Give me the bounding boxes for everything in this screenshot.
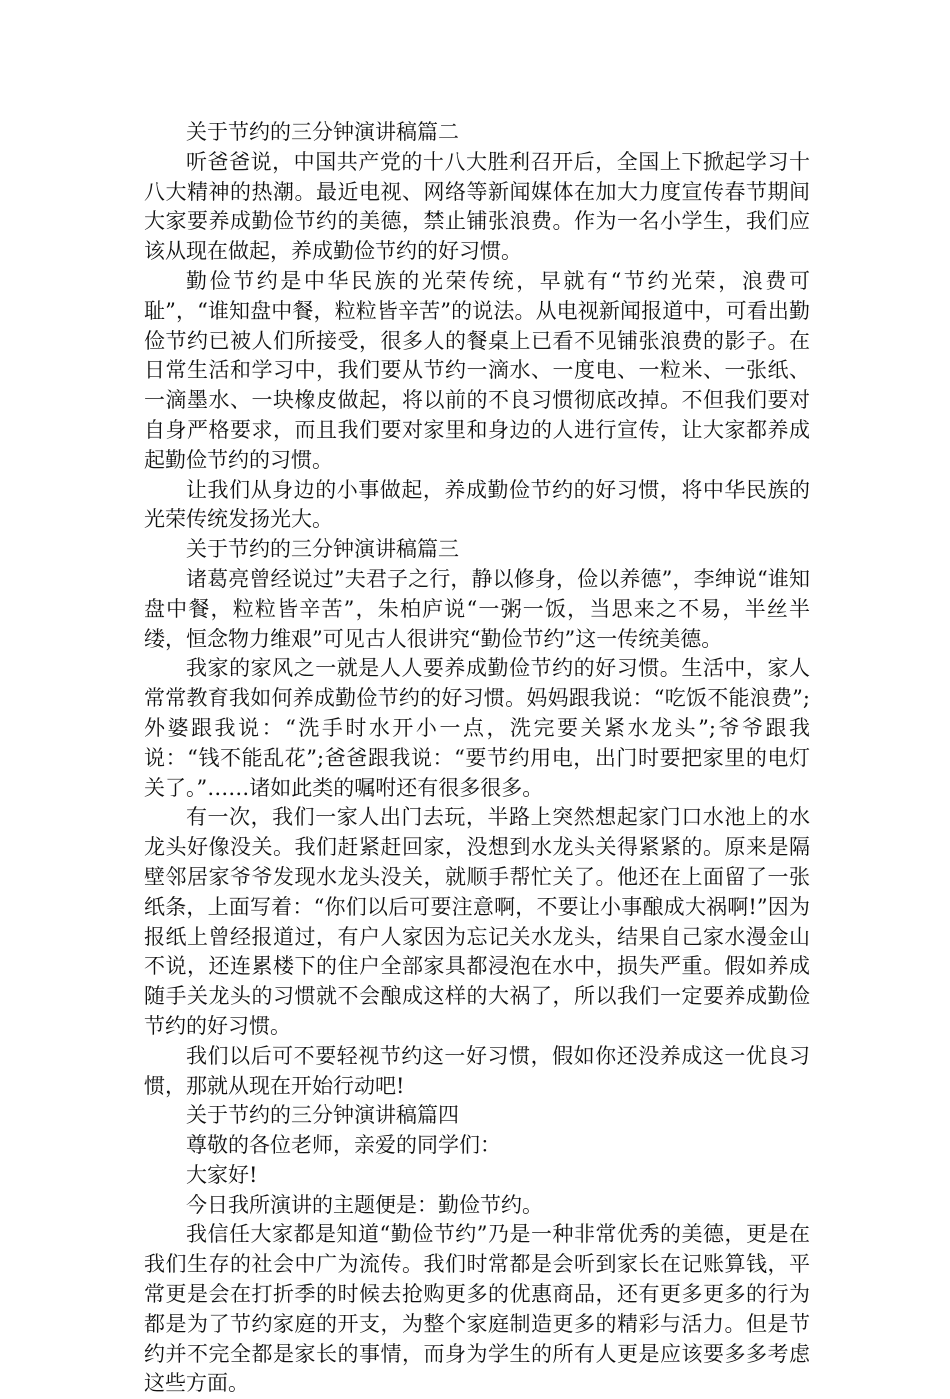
paragraph: 诸葛亮曾经说过”夫君子之行，静以修身，俭以养德”，李绅说“谁知盘中餐，粒粒皆辛苦”，朱柏庐说“一粥一饭，当思来之不易，半丝半缕，恒念物力维艰”可见古人很讲究“勤俭节约”这一传统美德。	[144, 566, 810, 651]
section-heading: 关于节约的三分钟演讲稿篇二	[186, 120, 459, 144]
paragraph: 听爸爸说，中国共产党的十八大胜利召开后，全国上下掀起学习十八大精神的热潮。最近电视、网络等新闻媒体在加大力度宣传春节期间大家要养成勤俭节约的美德，禁止铺张浪费。作为一名小学生，我们应该从现在做起，养成勤俭节约的好习惯。	[144, 149, 810, 264]
paragraph: 有一次，我们一家人出门去玩，半路上突然想起家门口水池上的水龙头好像没关。我们赶紧赶回家，没想到水龙头关得紧紧的。原来是隔壁邻居家爷爷发现水龙头没关，就顺手帮忙关了。他还在上面留了一张纸条，上面写着：“你们以后可要注意啊，不要让小事酿成大祸啊!”因为报纸上曾经报道过，有户人家因为忘记关水龙头，结果自己家水漫金山不说，还连累楼下的住户全部家具都浸泡在水中，损失严重。假如养成随手关龙头的习惯就不会酿成这样的大祸了，所以我们一定要养成勤俭节约的好习惯。	[144, 805, 810, 1038]
paragraph: 我们以后可不要轻视节约这一好习惯，假如你还没养成这一优良习惯，那就从现在开始行动吧!	[144, 1043, 810, 1098]
paragraph: 今日我所演讲的主题便是：勤俭节约。	[186, 1192, 543, 1217]
paragraph: 勤俭节约是中华民族的光荣传统，早就有“节约光荣，浪费可耻”，“谁知盘中餐，粒粒皆辛苦”的说法。从电视新闻报道中，可看出勤俭节约已被人们所接受，很多人的餐桌上已看不见铺张浪费的影子。在日常生活和学习中，我们要从节约一滴水、一度电、一粒米、一张纸、一滴墨水、一块橡皮做起，将以前的不良习惯彻底改掉。不但我们要对自身严格要求，而且我们要对家里和身边的人进行宣传，让大家都养成起勤俭节约的习惯。	[144, 268, 810, 472]
paragraph: 我信任大家都是知道“勤俭节约”乃是一种非常优秀的美德，更是在我们生存的社会中广为流传。我们时常都是会听到家长在记账算钱，平常更是会在打折季的时候去抢购更多的优惠商品，还有更多更多的行为都是为了节约家庭的开支，为整个家庭制造更多的精彩与活力。但是节约并不完全都是家长的事情，而身为学生的所有人更是应该要多多考虑这些方面。	[144, 1222, 810, 1396]
paragraph: 让我们从身边的小事做起，养成勤俭节约的好习惯，将中华民族的光荣传统发扬光大。	[144, 477, 810, 532]
paragraph: 尊敬的各位老师，亲爱的同学们：	[186, 1133, 501, 1158]
document-page	[144, 118, 810, 1399]
paragraph: 我家的家风之一就是人人要养成勤俭节约的好习惯。生活中，家人常常教育我如何养成勤俭节约的好习惯。妈妈跟我说：“吃饭不能浪费”;外婆跟我说：“洗手时水开小一点，洗完要关紧水龙头”;爷爷跟我说：“钱不能乱花”;爸爸跟我说：“要节约用电，出门时要把家里的电灯关了。”……诸如此类的嘱咐还有很多很多。	[144, 656, 810, 800]
section-heading: 关于节约的三分钟演讲稿篇三	[186, 537, 459, 562]
section-heading: 关于节约的三分钟演讲稿篇四	[186, 1103, 459, 1128]
paragraph: 大家好!	[186, 1162, 258, 1187]
